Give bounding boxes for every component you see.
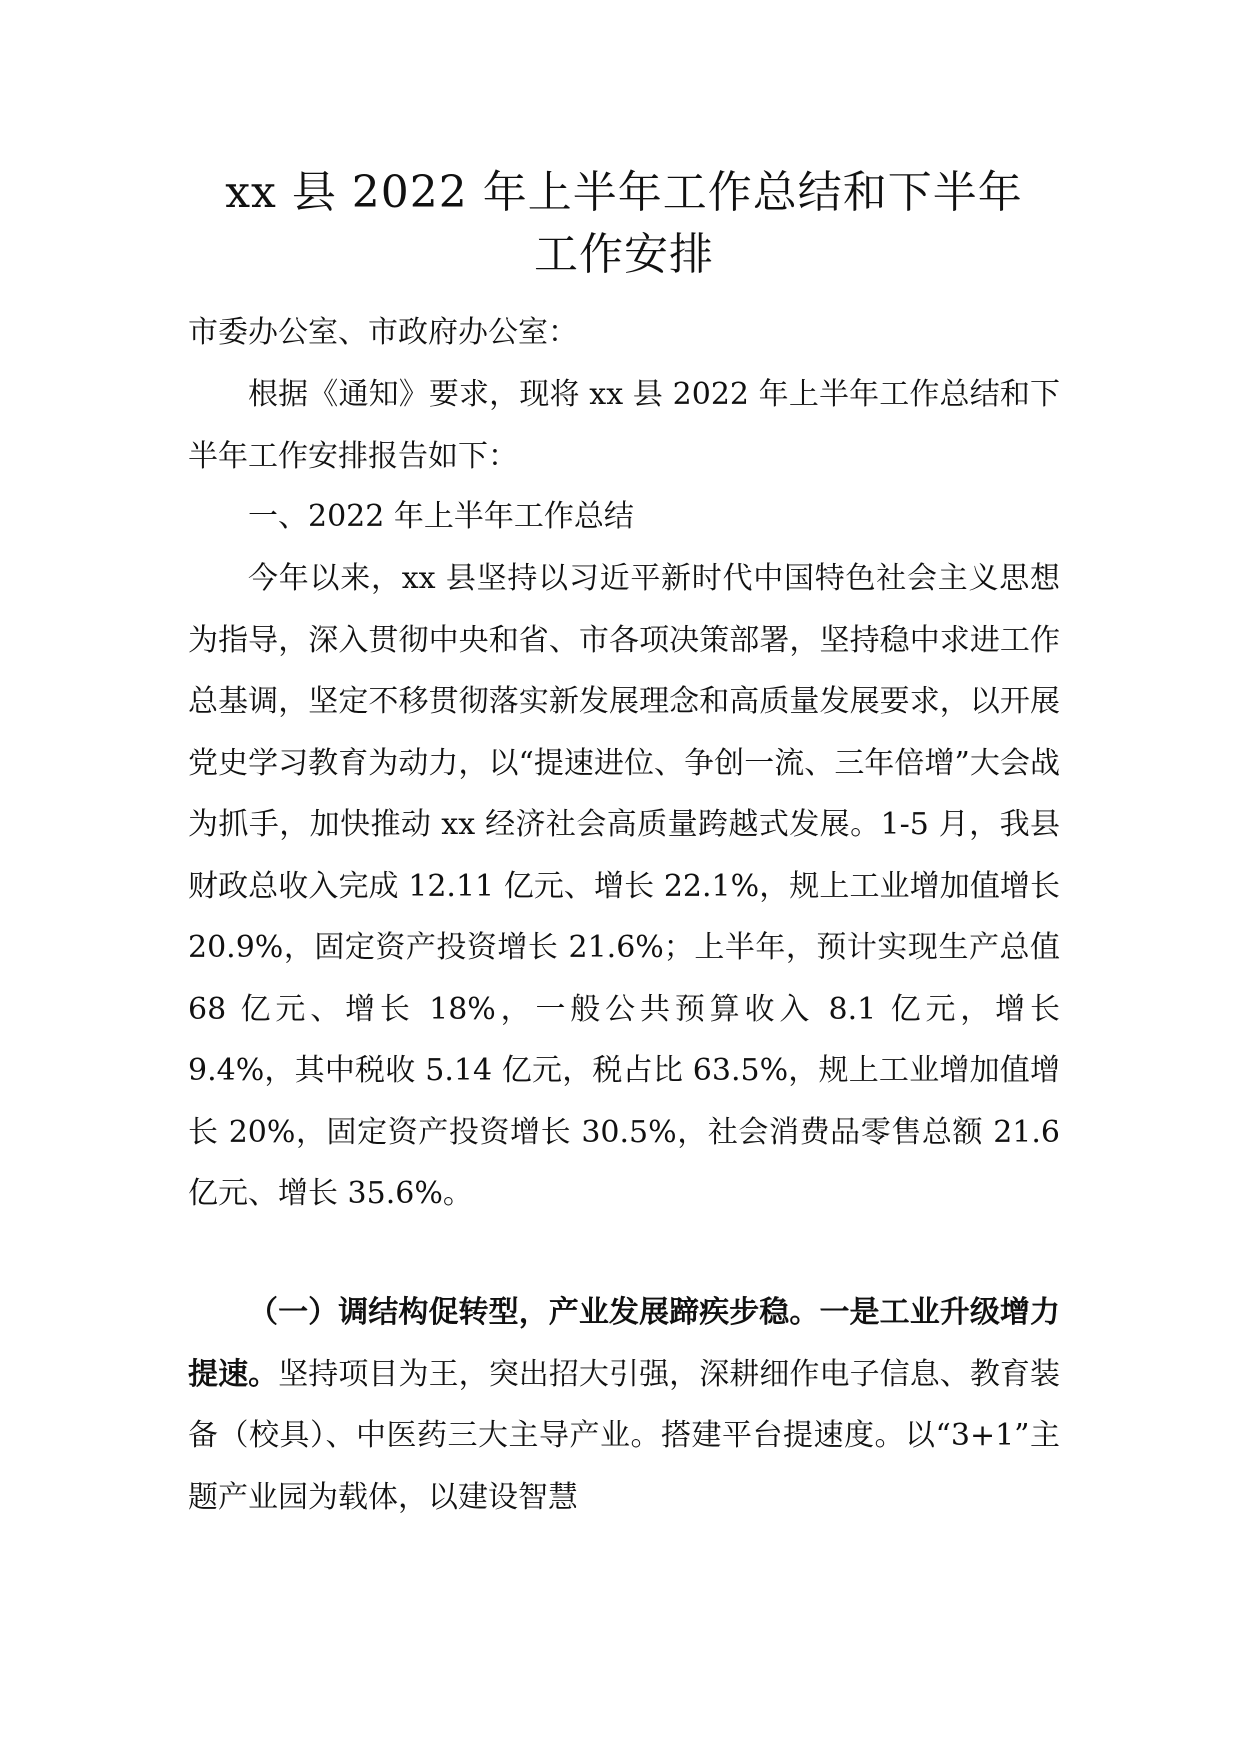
summary-paragraph: 今年以来，xx 县坚持以习近平新时代中国特色社会主义思想为指导，深入贯彻中央和省、市各项决策部署，坚持稳中求进工作总基调，坚定不移贯彻落实新发展理念和高质量发展要求，以开展党史学习教育为动力，以“提速进位、争创一流、三年倍增”大会战为抓手，加快推动 xx 经济社会高质量跨越式发展。1-5 月，我县财政总收入完成 12.11 亿元、增长 22.1%，规上工业增加值增长 20.9%，固定资产投资增长 21.6%；上半年，预计实现生产总值 68 亿元、增长 18%，一般公共预算收入 8.1 亿元，增长 9.4%，其中税收 5.14 亿元，税占比 63.5%，规上工业增加值增长 20%，固定资产投资增长 30.5%，社会消费品零售总额 21.6 亿元、增长 35.6%。 <box>188 561 1060 1211</box>
document-title <box>188 162 1060 286</box>
section-1-bold-lead: （一）调结构促转型，产业发展蹄疾步稳。一是工业升级增力提速。 <box>188 1295 1060 1392</box>
section-1-paragraph <box>188 1282 1060 1528</box>
intro-paragraph: 根据《通知》要求，现将 xx 县 2022 年上半年工作总结和下半年工作安排报告如下： <box>188 377 1060 474</box>
title-line-2: 工作安排 <box>534 229 714 280</box>
section-heading: 一、2022 年上半年工作总结 <box>248 499 634 534</box>
section-1-text: 坚持项目为王，突出招大引强，深耕细作电子信息、教育装备（校具）、中医药三大主导产业。搭建平台提速度。以“3+1”主题产业园为载体，以建设智慧 <box>188 1356 1061 1515</box>
title-line-1: xx 县 2022 年上半年工作总结和下半年 <box>225 167 1023 218</box>
salutation: 市委办公室、市政府办公室： <box>188 315 578 350</box>
